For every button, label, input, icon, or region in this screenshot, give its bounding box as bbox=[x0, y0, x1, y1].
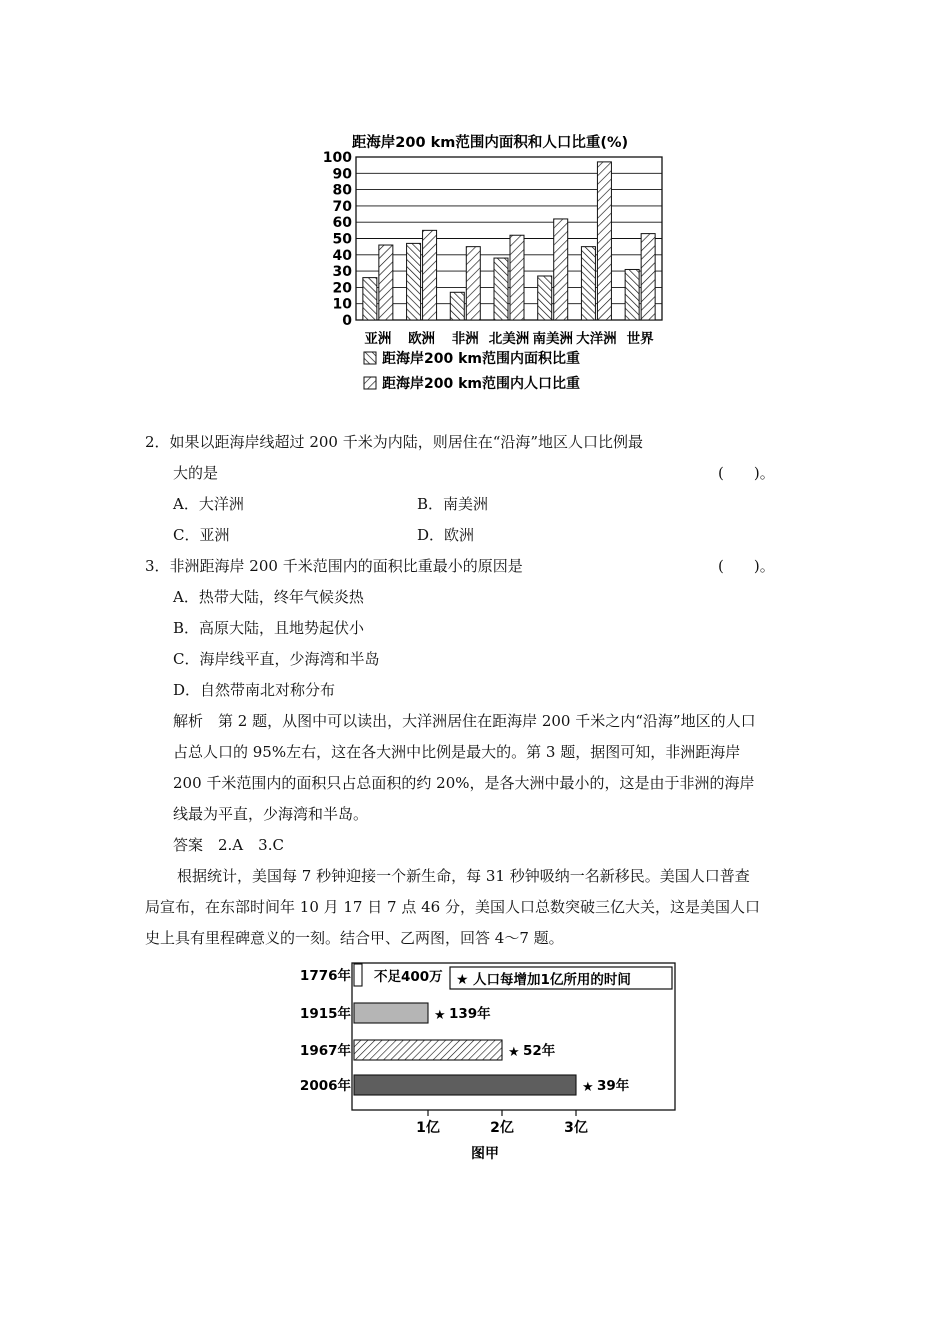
bar-annotation: 139年 bbox=[449, 1006, 491, 1022]
year-label: 1915年 bbox=[299, 1006, 351, 1022]
chart-title: 距海岸200 km范围内面积和人口比重(%) bbox=[351, 135, 629, 151]
y-tick-label: 60 bbox=[332, 215, 352, 232]
question-3-option-a[interactable]: A．热带大陆，终年气候炎热 bbox=[173, 588, 364, 606]
bar-population-share bbox=[597, 162, 611, 320]
bar-population-share bbox=[641, 234, 655, 320]
star-icon: ★ bbox=[508, 1045, 520, 1060]
x-tick-label: 北美洲 bbox=[488, 331, 530, 347]
x-tick-label: 1亿 bbox=[416, 1120, 440, 1136]
question-3-answer-blank[interactable]: ( )。 bbox=[718, 557, 775, 575]
bar-area-share bbox=[363, 278, 377, 320]
coastal-area-population-chart bbox=[300, 125, 700, 395]
star-icon: ★ bbox=[582, 1080, 594, 1095]
x-tick-label: 3亿 bbox=[564, 1120, 588, 1136]
bar-area-share bbox=[625, 269, 639, 320]
question-2-option-c[interactable]: C．亚洲 bbox=[173, 526, 230, 544]
analysis-line-3: 200 千米范围内的面积只占总面积的约 20%，是各大洲中最小的，这是由于非洲的海岸 bbox=[173, 774, 755, 792]
x-tick-label: 南美洲 bbox=[532, 331, 573, 347]
x-tick-label: 大洋洲 bbox=[576, 331, 617, 347]
population-bar bbox=[354, 1040, 502, 1060]
y-tick-label: 80 bbox=[332, 182, 352, 199]
analysis-line-4: 线最为平直，少海湾和半岛。 bbox=[173, 805, 369, 823]
legend-population-label: 距海岸200 km范围内人口比重 bbox=[382, 376, 580, 392]
y-tick-label: 0 bbox=[342, 313, 352, 329]
question-2-stem: 2．如果以距海岸线超过 200 千米为内陆，则居住在“沿海”地区人口比例最 bbox=[145, 433, 644, 451]
y-tick-label: 10 bbox=[332, 296, 352, 313]
question-2-stem-cont: 大的是 bbox=[173, 464, 219, 482]
bar-population-share bbox=[379, 245, 393, 320]
legend-title: 人口每增加1亿所用的时间 bbox=[473, 972, 631, 988]
population-bar bbox=[354, 1003, 428, 1023]
question-3-option-c[interactable]: C．海岸线平直，少海湾和半岛 bbox=[173, 650, 380, 668]
y-tick-label: 90 bbox=[332, 166, 352, 183]
bar-area-share bbox=[581, 247, 595, 320]
x-tick-label: 亚洲 bbox=[364, 331, 392, 347]
passage-line-2: 局宣布，在东部时间年 10 月 17 日 7 点 46 分，美国人口总数突破三亿大关，这是美国人口 bbox=[145, 898, 760, 916]
analysis-line-2: 占总人口的 95%左右，这在各大洲中比例是最大的。第 3 题，据图可知，非洲距海岸 bbox=[173, 743, 741, 761]
x-tick-label: 非洲 bbox=[451, 331, 479, 347]
y-tick-label: 100 bbox=[322, 150, 352, 166]
x-tick-label: 欧洲 bbox=[408, 331, 436, 347]
bar-population-share bbox=[510, 235, 524, 320]
us-population-growth-chart bbox=[290, 955, 710, 1170]
bar-area-share bbox=[407, 243, 421, 320]
y-tick-label: 50 bbox=[332, 231, 352, 248]
question-3-option-b[interactable]: B．高原大陆，且地势起伏小 bbox=[173, 619, 365, 637]
y-tick-label: 40 bbox=[332, 247, 352, 264]
star-icon: ★ bbox=[456, 972, 469, 988]
bar-population-share bbox=[554, 219, 568, 320]
passage-line-1: 根据统计，美国每 7 秒钟迎接一个新生命，每 31 秒钟吸纳一名新移民。美国人口普查 bbox=[177, 867, 750, 885]
year-label: 1967年 bbox=[299, 1043, 351, 1059]
bar-annotation: 39年 bbox=[597, 1078, 630, 1094]
legend-area-label: 距海岸200 km范围内面积比重 bbox=[382, 351, 580, 367]
year-label: 1776年 bbox=[299, 968, 351, 984]
question-3-option-d[interactable]: D．自然带南北对称分布 bbox=[173, 681, 336, 699]
figure-caption: 图甲 bbox=[471, 1146, 499, 1162]
passage-line-3: 史上具有里程碑意义的一刻。结合甲、乙两图，回答 4～7 题。 bbox=[145, 929, 564, 947]
legend-area-swatch bbox=[364, 352, 376, 364]
question-3-stem: 3．非洲距海岸 200 千米范围内的面积比重最小的原因是 bbox=[145, 557, 523, 575]
population-bar bbox=[354, 964, 362, 986]
population-bar bbox=[354, 1075, 576, 1095]
bar-annotation: 不足400万 bbox=[374, 969, 443, 985]
y-tick-label: 20 bbox=[332, 280, 352, 297]
star-icon: ★ bbox=[434, 1008, 446, 1023]
x-tick-label: 世界 bbox=[626, 331, 654, 347]
question-2-option-a[interactable]: A．大洋洲 bbox=[173, 495, 244, 513]
question-2-answer-blank[interactable]: ( )。 bbox=[718, 464, 775, 482]
year-label: 2006年 bbox=[299, 1078, 351, 1094]
bar-population-share bbox=[466, 247, 480, 320]
x-tick-label: 2亿 bbox=[490, 1120, 514, 1136]
question-2-option-d[interactable]: D．欧洲 bbox=[417, 526, 475, 544]
question-2-option-b[interactable]: B．南美洲 bbox=[417, 495, 489, 513]
bar-area-share bbox=[494, 258, 508, 320]
analysis-line-1: 解析 第 2 题，从图中可以读出，大洋洲居住在距海岸 200 千米之内“沿海”地区的人口 bbox=[173, 712, 756, 730]
bar-population-share bbox=[423, 230, 437, 320]
chart-legend bbox=[450, 967, 672, 989]
y-tick-label: 70 bbox=[332, 198, 352, 215]
y-tick-label: 30 bbox=[332, 264, 352, 281]
bar-annotation: 52年 bbox=[523, 1043, 556, 1059]
legend-population-swatch bbox=[364, 377, 376, 389]
bar-area-share bbox=[538, 276, 552, 320]
chart-legend bbox=[364, 350, 580, 392]
bar-area-share bbox=[450, 292, 464, 320]
answer-key: 答案 2.A 3.C bbox=[173, 836, 284, 854]
